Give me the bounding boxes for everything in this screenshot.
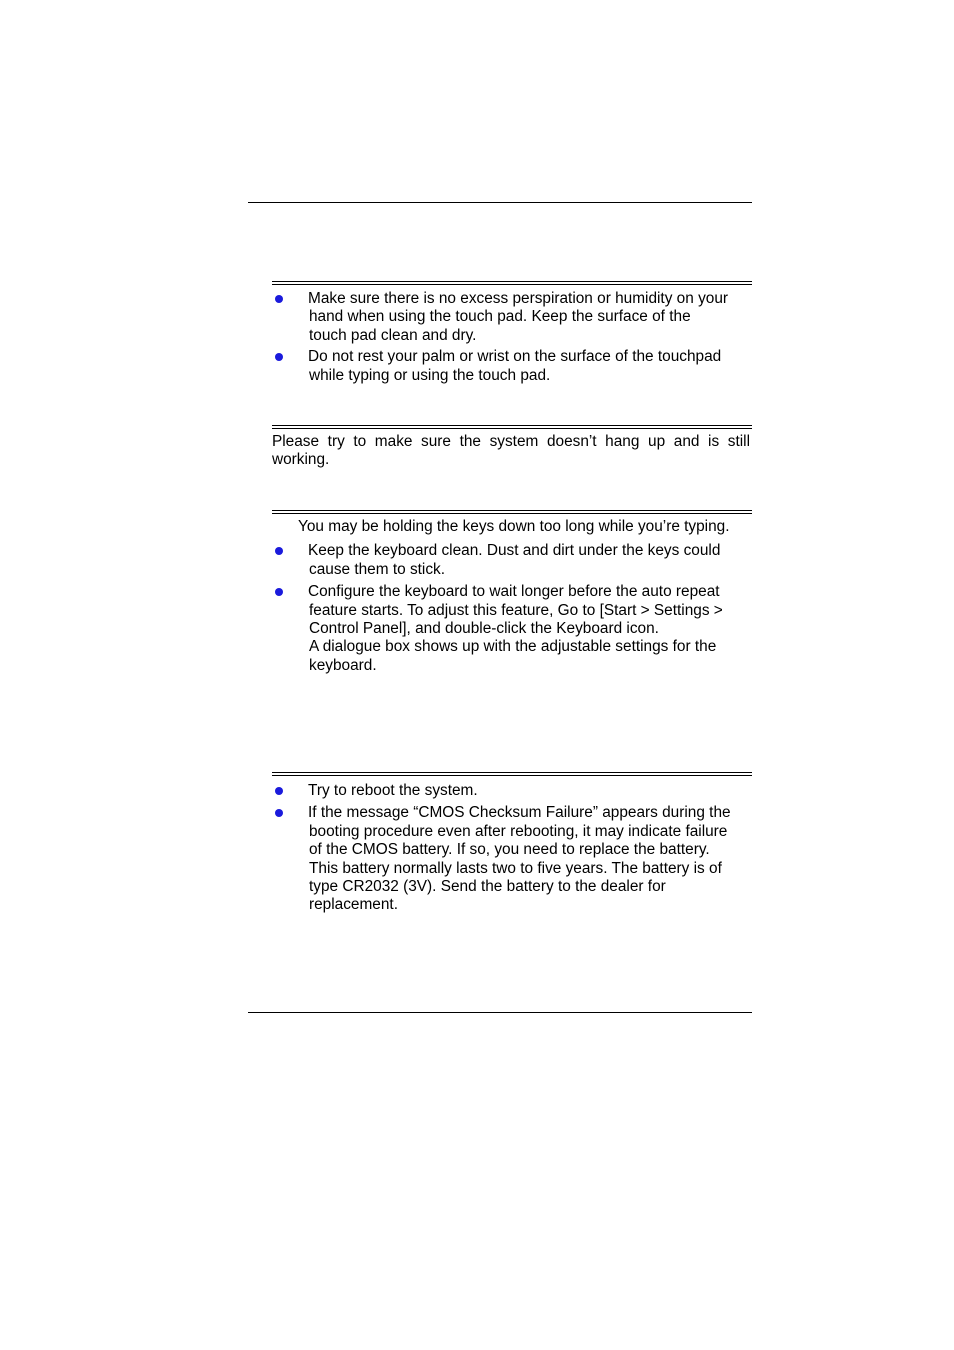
bullet-icon (275, 809, 283, 817)
list-item: Try to reboot the system. (272, 782, 750, 800)
keyboard-intro: You may be holding the keys down too long while you’re typing. (298, 518, 730, 535)
list-item: Do not rest your palm or wrist on the surface of the touchpad while typing or using the touch pad. (272, 348, 750, 385)
touchpad-bullet-list (272, 290, 750, 385)
bullet-icon (275, 547, 283, 555)
header-rule (248, 202, 752, 203)
hang-section-rule (272, 425, 752, 429)
keyboard-section (272, 518, 750, 675)
list-item: Make sure there is no excess perspiration or humidity on your hand when using the touch pad. Keep the surface of the touch pad clean and dry. (272, 290, 750, 345)
cmos-section-rule (272, 772, 752, 776)
list-item: If the message “CMOS Checksum Failure” appears during the booting procedure even after rebooting, it may indicate failure of the CMOS battery. If so, you need to replace the battery. This battery normally lasts two to five years. The battery is of type CR2032 (3V). Send the battery to the dealer for replacement. (272, 804, 750, 914)
footer-rule (248, 1012, 752, 1013)
touchpad-section (272, 290, 750, 385)
bullet-icon (275, 295, 283, 303)
list-item: Configure the keyboard to wait longer before the auto repeat feature starts. To adjust this feature, Go to [Start > Settings > Control Panel], and double-click the Keyboard icon. A dialogue box shows up with the adjustable settings for the keyboard. (272, 583, 750, 675)
list-item: Keep the keyboard clean. Dust and dirt under the keys could cause them to stick. (272, 542, 750, 579)
hang-section (272, 433, 750, 470)
bullet-icon (275, 787, 283, 795)
hang-paragraph: Please try to make sure the system doesn’t hang up and is still working. (272, 433, 750, 469)
bullet-icon (275, 588, 283, 596)
keyboard-bullet-list (272, 542, 750, 675)
cmos-section (272, 782, 750, 915)
cmos-bullet-list (272, 782, 750, 915)
keyboard-section-rule (272, 510, 752, 514)
bullet-icon (275, 353, 283, 361)
touchpad-section-rule (272, 281, 752, 285)
